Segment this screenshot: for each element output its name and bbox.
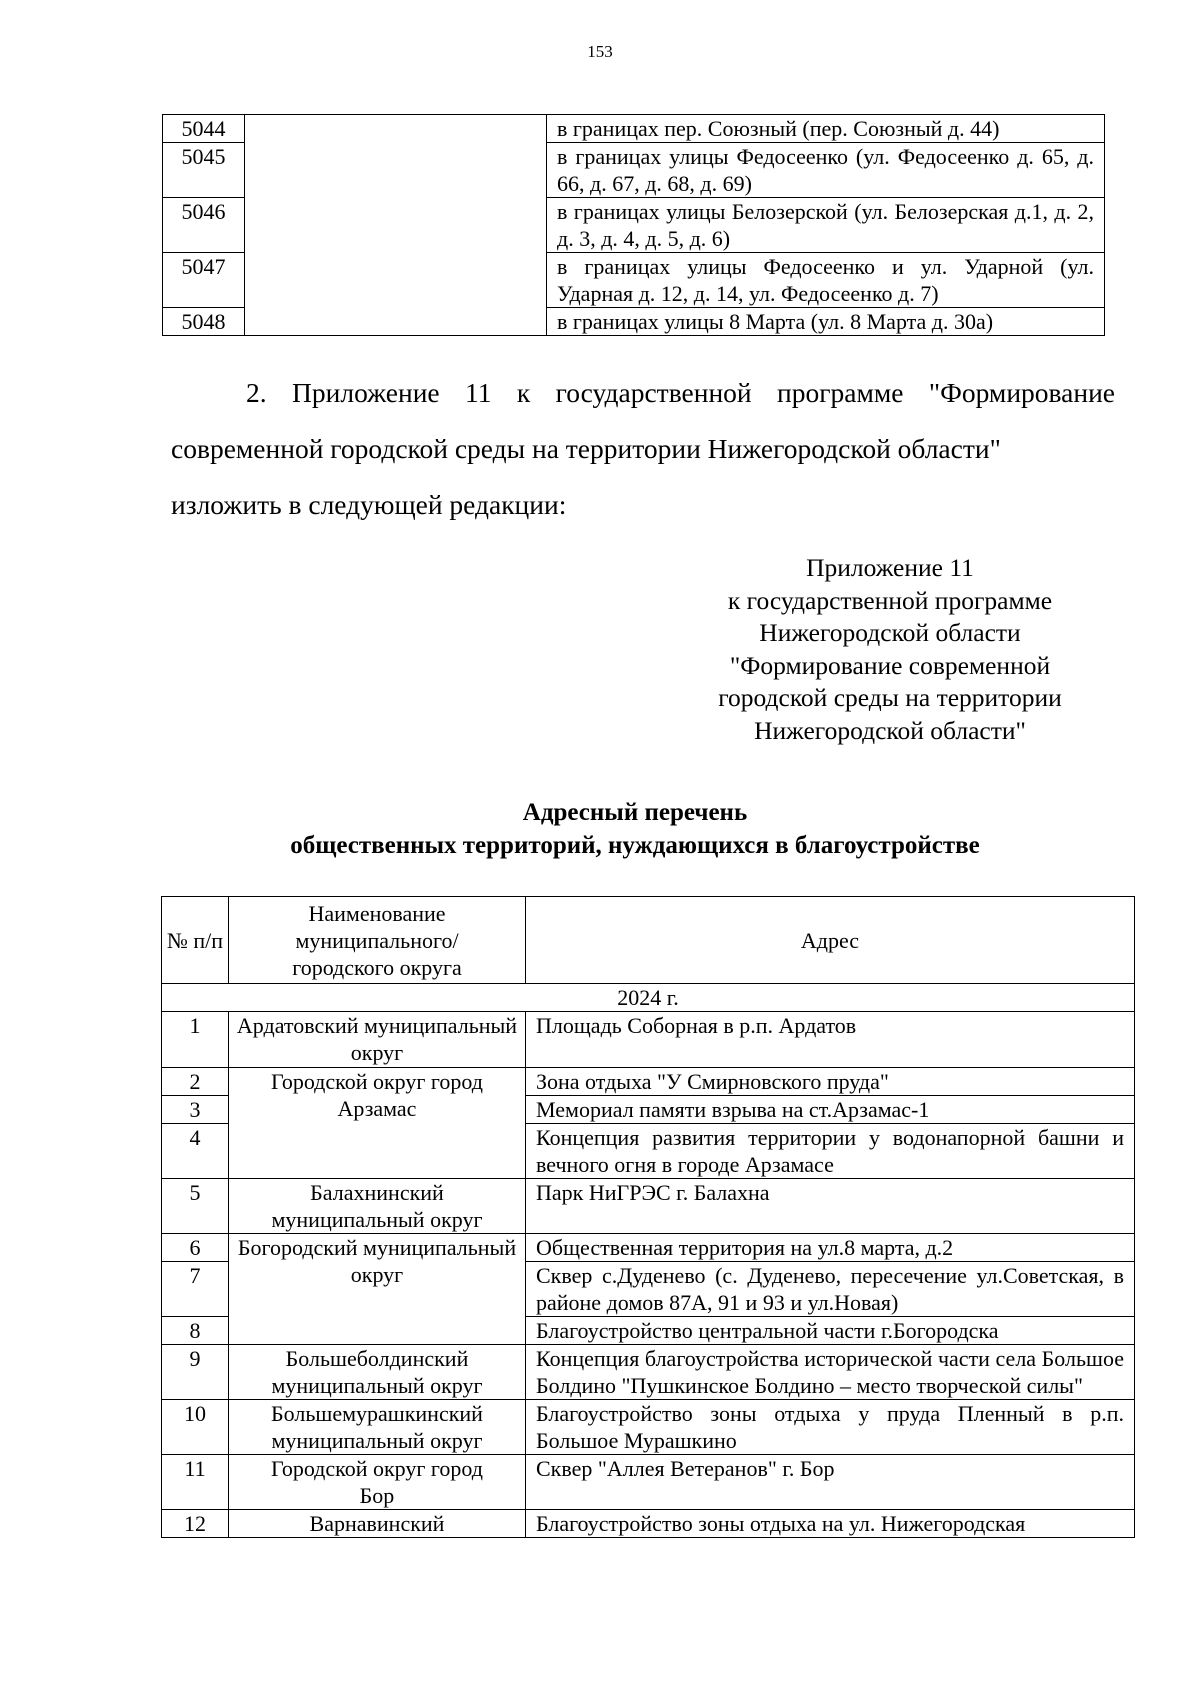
title-line: общественных территорий, нуждающихся в благоустройстве (290, 832, 980, 859)
header-district: Наименование муниципального/ городского округа (229, 897, 526, 984)
row-number: 5046 (163, 198, 245, 253)
row-district: Ардатовский муниципальный округ (229, 1012, 526, 1068)
table-header-row (162, 897, 1135, 984)
row-address: в границах пер. Союзный (пер. Союзный д. 44) (547, 115, 1105, 143)
appendix-line: Нижегородской области (759, 618, 1021, 648)
row-number: 12 (162, 1510, 229, 1538)
row-address: Благоустройство зоны отдыха на ул. Нижегородская (526, 1510, 1135, 1538)
table-row (163, 115, 1105, 143)
row-address: Благоустройство зоны отдыха у пруда Пленный в р.п. Большое Мурашкино (526, 1400, 1135, 1455)
paragraph-text: 2. Приложение 11 к государственной программе "Формирование современной городской среды на территории Нижегородской области" (171, 377, 1115, 464)
row-number: 4 (162, 1124, 229, 1179)
row-number: 5044 (163, 115, 245, 143)
table-row (162, 1012, 1135, 1068)
row-number: 8 (162, 1317, 229, 1345)
header-address: Адрес (526, 897, 1135, 984)
appendix-line: Приложение 11 (806, 553, 974, 582)
row-address: Общественная территория на ул.8 марта, д.2 (526, 1234, 1135, 1262)
row-address: Сквер "Аллея Ветеранов" г. Бор (526, 1455, 1135, 1510)
year-row (162, 984, 1135, 1012)
row-number: 7 (162, 1262, 229, 1317)
row-address: Концепция благоустройства исторической части села Большое Болдино "Пушкинское Болдино – место творческой силы" (526, 1345, 1135, 1400)
row-address: Концепция развития территории у водонапорной башни и вечного огня в городе Арзамасе (526, 1124, 1135, 1179)
row-number: 5045 (163, 143, 245, 198)
row-address: Сквер с.Дуденево (с. Дуденево, пересечение ул.Советская, в районе домов 87А, 91 и 93 и ул.Новая) (526, 1262, 1135, 1317)
territory-table (161, 896, 1135, 1538)
row-address: в границах улицы 8 Марта (ул. 8 Марта д. 30а) (547, 308, 1105, 336)
table-row (162, 1345, 1135, 1400)
appendix-header (680, 552, 1100, 748)
row-district: Варнавинский (229, 1510, 526, 1538)
empty-cell (245, 115, 547, 336)
header-num: № п/п (162, 897, 229, 984)
table-row (162, 1455, 1135, 1510)
table-row (162, 1510, 1135, 1538)
row-number: 5047 (163, 253, 245, 308)
row-district: Большемурашкинский муниципальный округ (229, 1400, 526, 1455)
row-district: Большеболдинский муниципальный округ (229, 1345, 526, 1400)
row-district: Городской округ город Арзамас (229, 1068, 526, 1179)
table-row (162, 1179, 1135, 1234)
amendment-paragraph (171, 365, 1115, 533)
appendix-line: городской среды на территории (718, 683, 1062, 713)
title-line: Адресный перечень (522, 799, 748, 826)
row-number: 6 (162, 1234, 229, 1262)
appendix-line: к государственной программе (727, 585, 1053, 615)
row-address: Благоустройство центральной части г.Богородска (526, 1317, 1135, 1345)
row-number: 10 (162, 1400, 229, 1455)
row-address: Парк НиГРЭС г. Балахна (526, 1179, 1135, 1234)
document-title (160, 796, 1110, 862)
row-number: 9 (162, 1345, 229, 1400)
appendix-line: Нижегородской области" (754, 715, 1026, 745)
row-address: в границах улицы Федосеенко и ул. Ударной (ул. Ударная д. 12, д. 14, ул. Федосеенко д. 7) (547, 253, 1105, 308)
page-number: 153 (587, 42, 613, 61)
row-number: 3 (162, 1096, 229, 1124)
row-number: 11 (162, 1455, 229, 1510)
continuation-table (162, 114, 1105, 336)
row-address: Зона отдыха "У Смирновского пруда" (526, 1068, 1135, 1096)
row-district: Богородский муниципальный округ (229, 1234, 526, 1345)
row-number: 1 (162, 1012, 229, 1068)
appendix-line: "Формирование современной (729, 650, 1051, 680)
row-address: в границах улицы Федосеенко (ул. Федосеенко д. 65, д. 66, д. 67, д. 68, д. 69) (547, 143, 1105, 198)
row-number: 5 (162, 1179, 229, 1234)
table-row (162, 1068, 1135, 1096)
row-address: Мемориал памяти взрыва на ст.Арзамас-1 (526, 1096, 1135, 1124)
row-number: 2 (162, 1068, 229, 1096)
year-label: 2024 г. (162, 984, 1135, 1012)
paragraph-text-end: изложить в следующей редакции: (171, 489, 567, 520)
table-row (162, 1234, 1135, 1262)
row-district: Балахнинский муниципальный округ (229, 1179, 526, 1234)
row-district: Городской округ город Бор (229, 1455, 526, 1510)
row-address: в границах улицы Белозерской (ул. Белозерская д.1, д. 2, д. 3, д. 4, д. 5, д. 6) (547, 198, 1105, 253)
table-row (162, 1400, 1135, 1455)
row-number: 5048 (163, 308, 245, 336)
row-address: Площадь Соборная в р.п. Ардатов (526, 1012, 1135, 1068)
